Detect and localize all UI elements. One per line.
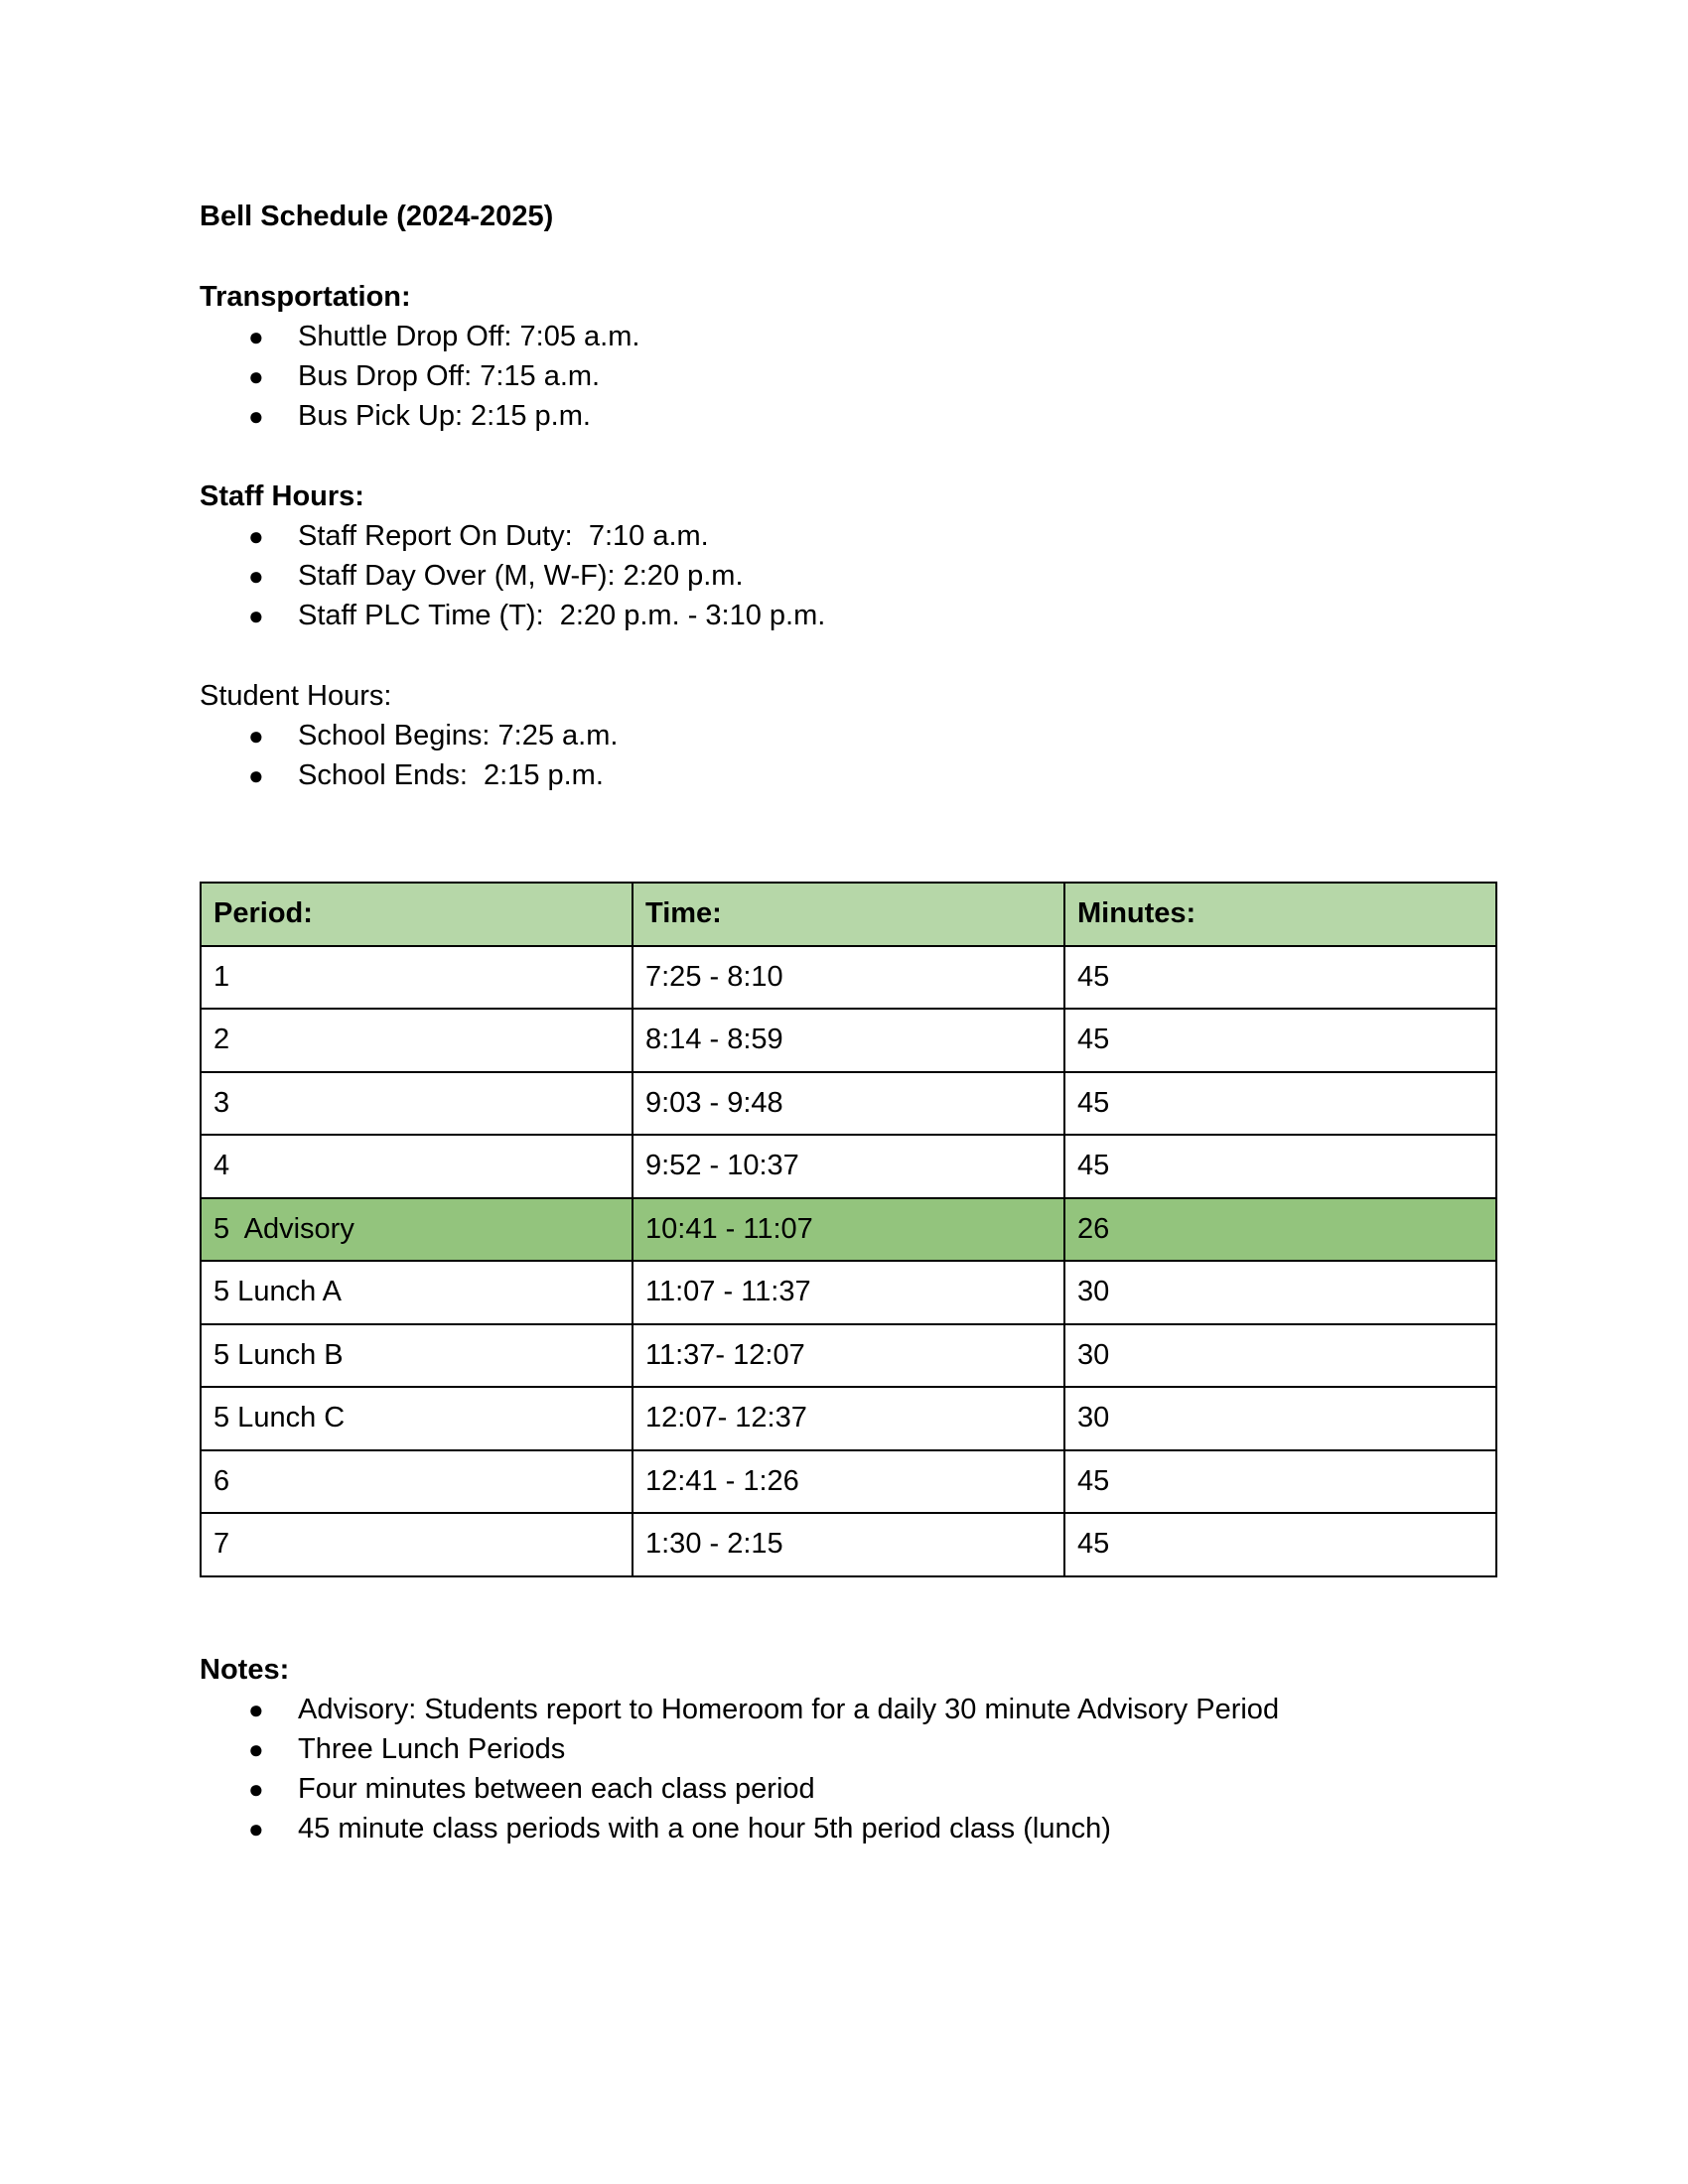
minutes-cell: 45 <box>1064 1450 1496 1514</box>
time-cell: 10:41 - 11:07 <box>633 1198 1064 1262</box>
time-cell: 9:52 - 10:37 <box>633 1135 1064 1198</box>
list-item: ● Shuttle Drop Off: 7:05 a.m. <box>248 317 639 356</box>
list-item: ● Four minutes between each class period <box>248 1769 815 1809</box>
list-item: ● Bus Pick Up: 2:15 p.m. <box>248 396 591 436</box>
period-cell: 2 <box>201 1009 633 1072</box>
column-header-time: Time: <box>633 883 1064 946</box>
period-cell: 5 Lunch A <box>201 1261 633 1324</box>
period-cell: 5 Lunch C <box>201 1387 633 1450</box>
column-header-period: Period: <box>201 883 633 946</box>
table-header-row <box>201 883 1496 946</box>
table-row <box>201 1009 1496 1072</box>
period-cell: 5 Advisory <box>201 1198 633 1262</box>
time-cell: 9:03 - 9:48 <box>633 1072 1064 1136</box>
student-hours-heading: Student Hours: <box>200 680 392 712</box>
table-row <box>201 1261 1496 1324</box>
table-row-advisory <box>201 1198 1496 1262</box>
time-cell: 1:30 - 2:15 <box>633 1513 1064 1576</box>
list-item: ● Staff PLC Time (T): 2:20 p.m. - 3:10 p.m. <box>248 596 825 635</box>
minutes-cell: 45 <box>1064 1009 1496 1072</box>
list-item: ● Staff Report On Duty: 7:10 a.m. <box>248 516 709 556</box>
minutes-cell: 45 <box>1064 1072 1496 1136</box>
bullet-icon: ● <box>248 721 264 751</box>
bullet-icon: ● <box>248 601 264 630</box>
period-cell: 3 <box>201 1072 633 1136</box>
period-cell: 4 <box>201 1135 633 1198</box>
bullet-icon: ● <box>248 1734 264 1764</box>
bullet-icon: ● <box>248 322 264 351</box>
minutes-cell: 45 <box>1064 1135 1496 1198</box>
minutes-cell: 30 <box>1064 1324 1496 1388</box>
minutes-cell: 26 <box>1064 1198 1496 1262</box>
table-row <box>201 1072 1496 1136</box>
minutes-cell: 30 <box>1064 1261 1496 1324</box>
time-cell: 7:25 - 8:10 <box>633 946 1064 1010</box>
list-item: ● Staff Day Over (M, W-F): 2:20 p.m. <box>248 556 744 596</box>
table-row <box>201 946 1496 1010</box>
time-cell: 11:07 - 11:37 <box>633 1261 1064 1324</box>
table-row <box>201 1324 1496 1388</box>
table-row <box>201 1513 1496 1576</box>
list-item: ● School Ends: 2:15 p.m. <box>248 755 604 795</box>
list-item: ● School Begins: 7:25 a.m. <box>248 716 618 755</box>
time-cell: 12:07- 12:37 <box>633 1387 1064 1450</box>
bullet-icon: ● <box>248 561 264 591</box>
bullet-icon: ● <box>248 361 264 391</box>
bullet-icon: ● <box>248 760 264 790</box>
list-item: ● Advisory: Students report to Homeroom for a daily 30 minute Advisory Period <box>248 1690 1279 1729</box>
bullet-icon: ● <box>248 521 264 551</box>
period-cell: 5 Lunch B <box>201 1324 633 1388</box>
table-row <box>201 1135 1496 1198</box>
list-item: ● 45 minute class periods with a one hour 5th period class (lunch) <box>248 1809 1111 1848</box>
bullet-icon: ● <box>248 1774 264 1804</box>
column-header-minutes: Minutes: <box>1064 883 1496 946</box>
list-item: ● Three Lunch Periods <box>248 1729 565 1769</box>
time-cell: 8:14 - 8:59 <box>633 1009 1064 1072</box>
bullet-icon: ● <box>248 1814 264 1843</box>
minutes-cell: 30 <box>1064 1387 1496 1450</box>
minutes-cell: 45 <box>1064 946 1496 1010</box>
period-cell: 6 <box>201 1450 633 1514</box>
table-row <box>201 1450 1496 1514</box>
transportation-heading: Transportation: <box>200 281 411 313</box>
page-title: Bell Schedule (2024-2025) <box>200 201 554 232</box>
staff-hours-heading: Staff Hours: <box>200 480 364 512</box>
bullet-icon: ● <box>248 1695 264 1724</box>
time-cell: 12:41 - 1:26 <box>633 1450 1064 1514</box>
period-cell: 7 <box>201 1513 633 1576</box>
bell-schedule-table <box>200 882 1497 1577</box>
minutes-cell: 45 <box>1064 1513 1496 1576</box>
period-cell: 1 <box>201 946 633 1010</box>
list-item: ● Bus Drop Off: 7:15 a.m. <box>248 356 600 396</box>
notes-heading: Notes: <box>200 1654 290 1686</box>
time-cell: 11:37- 12:07 <box>633 1324 1064 1388</box>
bullet-icon: ● <box>248 401 264 431</box>
table-row <box>201 1387 1496 1450</box>
